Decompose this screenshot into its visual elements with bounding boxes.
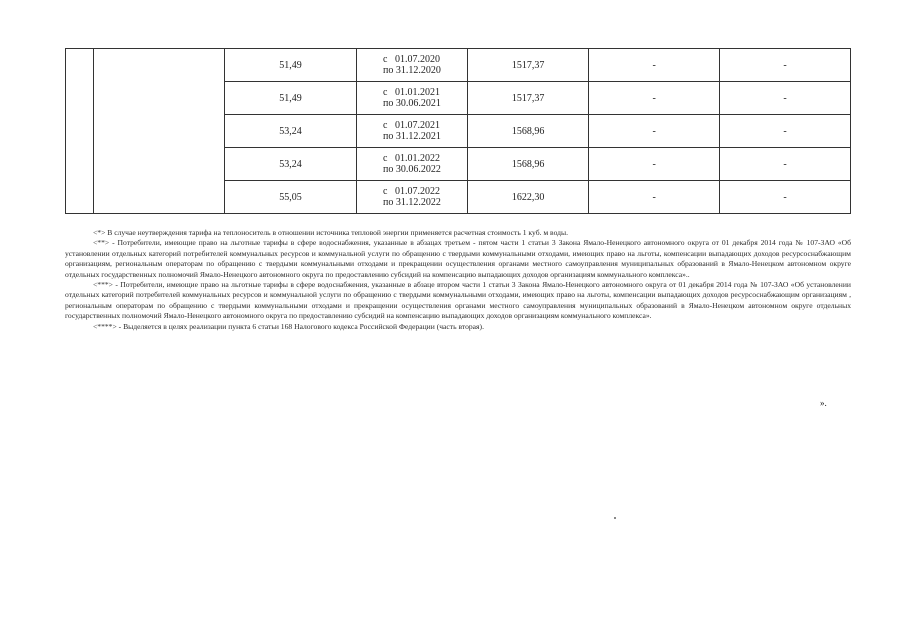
cell-dash: - bbox=[720, 115, 851, 148]
table-row bbox=[66, 49, 851, 82]
period-from: с 01.01.2022 bbox=[382, 153, 440, 164]
cell-price: 1517,37 bbox=[467, 49, 588, 82]
cell-value: 55,05 bbox=[225, 181, 357, 214]
cell-dash: - bbox=[589, 181, 720, 214]
cell-value: 53,24 bbox=[225, 115, 357, 148]
closing-quote: ». bbox=[820, 398, 827, 408]
period-to: по 30.06.2022 bbox=[382, 164, 441, 175]
cell-period bbox=[356, 148, 467, 181]
cell-price: 1568,96 bbox=[467, 115, 588, 148]
period-to: по 31.12.2021 bbox=[382, 131, 441, 142]
merged-cell bbox=[94, 49, 225, 214]
period-to: по 31.12.2022 bbox=[382, 197, 441, 208]
period-to: по 31.12.2020 bbox=[382, 65, 441, 76]
cell-period bbox=[356, 115, 467, 148]
tariff-table bbox=[65, 48, 851, 214]
cell-period bbox=[356, 82, 467, 115]
cell-period bbox=[356, 49, 467, 82]
cell-dash: - bbox=[720, 148, 851, 181]
footnote-4: <****> - Выделяется в целях реализации пункта 6 статьи 168 Налогового кодекса Российской Федерации (часть вторая). bbox=[93, 321, 484, 331]
cell-value: 51,49 bbox=[225, 49, 357, 82]
cell-dash: - bbox=[589, 82, 720, 115]
period bbox=[383, 186, 441, 208]
period-from: с 01.07.2021 bbox=[382, 120, 440, 131]
cell-dash: - bbox=[589, 115, 720, 148]
period-from: с 01.01.2021 bbox=[382, 87, 440, 98]
footnote-1: <*> В случае неутверждения тарифа на теплоноситель в отношении источника тепловой энергии применяется расчетная стоимость 1 куб. м воды. bbox=[93, 228, 569, 237]
cell-value: 51,49 bbox=[225, 82, 357, 115]
footnotes bbox=[65, 228, 851, 332]
cell-dash: - bbox=[720, 49, 851, 82]
period bbox=[383, 54, 441, 76]
scan-speck bbox=[614, 517, 616, 519]
period-from: с 01.07.2022 bbox=[382, 186, 440, 197]
cell-period bbox=[356, 181, 467, 214]
merged-cell bbox=[66, 49, 94, 214]
cell-price: 1622,30 bbox=[467, 181, 588, 214]
cell-value: 53,24 bbox=[225, 148, 357, 181]
cell-price: 1517,37 bbox=[467, 82, 588, 115]
footnote-3: <***> - Потребители, имеющие право на льготные тарифы в сфере водоснабжения, указанные в абзаце втором части 1 статьи 3 Закона Ямало-Ненецкого автономного округа от 01 декабря 2014 года № 107-ЗАО «Об установлении отдельных категорий потребителей коммунальных ресурсов и коммунальной услуги по обращению с твердыми коммунальными отходами, имеющих право на льготы, компенсации выпадающих доходов ресурсоснабжающим организациям , региональным операторам по обращению с твердыми коммунальными отходами и прекращении осуществления органами местного самоуправления муниципальных образований в Ямало-Ненецком автономном округе отдельных государственных полномочий Ямало-Ненецкого автономного округа по предоставлению субсидий на компенсацию выпадающих доходов организациям коммунального комплекса». bbox=[65, 280, 851, 321]
period bbox=[383, 87, 441, 109]
period bbox=[383, 120, 441, 142]
cell-dash: - bbox=[720, 82, 851, 115]
cell-price: 1568,96 bbox=[467, 148, 588, 181]
cell-dash: - bbox=[589, 148, 720, 181]
period-from: с 01.07.2020 bbox=[382, 54, 440, 65]
cell-dash: - bbox=[589, 49, 720, 82]
cell-dash: - bbox=[720, 181, 851, 214]
footnote-2: <**> - Потребители, имеющие право на льготные тарифы в сфере водоснабжения, указанные в абзацах третьем - пятом части 1 статьи 3 Закона Ямало-Ненецкого автономного округа от 01 декабря 2014 года № 107-ЗАО «Об установлении отдельных категорий потребителей коммунальных ресурсов и коммунальной услуги по обращению с твердыми коммунальными отходами, имеющих право на льготы, компенсации выпадающих доходов ресурсоснабжающим организациям, региональным операторам по обращению с твердыми коммунальными отходами и прекращении осуществления органами местного самоуправления муниципальных образований в Ямало-Ненецком автономном округе отдельных государственных полномочий Ямало-Ненецкого автономного округа по предоставлению субсидий на компенсацию выпадающих доходов организациям коммунального комплекса».. bbox=[65, 238, 851, 279]
period bbox=[383, 153, 441, 175]
period-to: по 30.06.2021 bbox=[382, 98, 441, 109]
